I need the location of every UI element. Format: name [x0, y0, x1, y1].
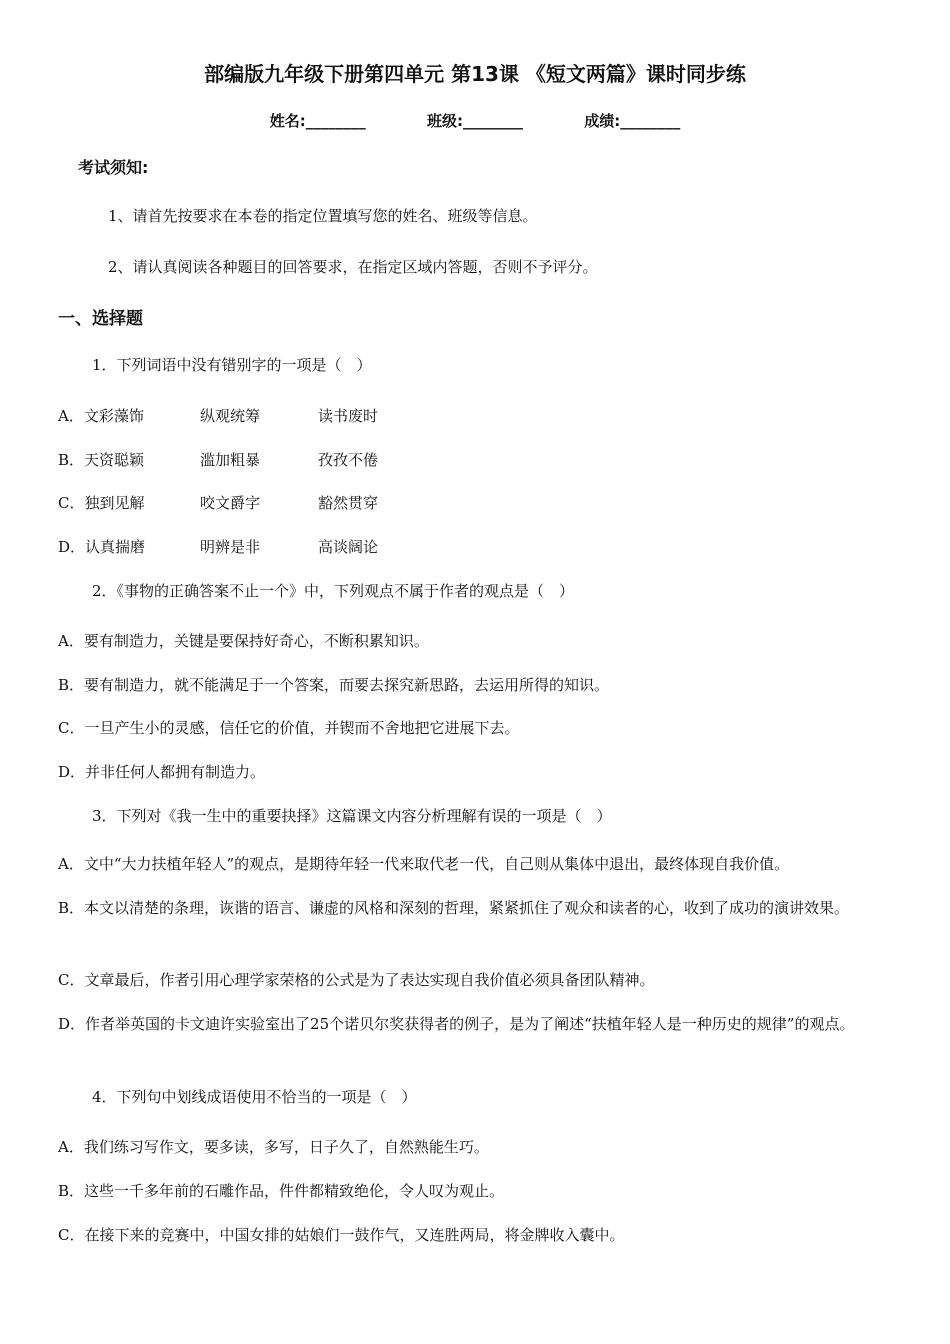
option-term: 咬文爵字: [200, 494, 261, 512]
option-term: 豁然贯穿: [318, 494, 379, 512]
question-2-stem: 2．《事物的正确答案不止一个》中，下列观点不属于作者的观点是（ ）: [92, 582, 575, 600]
option-term: 纵观统筹: [200, 407, 261, 425]
notice-item-1: 1、请首先按要求在本卷的指定位置填写您的姓名、班级等信息。: [108, 207, 538, 225]
score-field[interactable]: 成绩:________: [584, 112, 681, 130]
option-term: 滥加粗暴: [200, 451, 261, 469]
section-heading-choice: 一、选择题: [58, 309, 143, 329]
option-term: D．认真揣磨: [58, 538, 146, 556]
question-1-stem: 1．下列词语中没有错别字的一项是（ ）: [92, 356, 372, 374]
question-2-option-c[interactable]: C．一旦产生小的灵感，信任它的价值，并锲而不舍地把它进展下去。: [58, 719, 520, 737]
option-term: 明辨是非: [200, 538, 261, 556]
question-4-stem: 4．下列句中划线成语使用不恰当的一项是（ ）: [92, 1088, 417, 1106]
question-4-option-b[interactable]: B．这些一千多年前的石雕作品，件件都精致绝伦，令人叹为观止。: [58, 1182, 505, 1200]
question-4-option-c[interactable]: C．在接下来的竞赛中，中国女排的姑娘们一鼓作气，又连胜两局，将金牌收入囊中。: [58, 1226, 625, 1244]
option-term: B．天资聪颖: [58, 451, 145, 469]
question-4-option-a[interactable]: A．我们练习写作文，要多读，多写，日子久了，自然熟能生巧。: [58, 1138, 489, 1156]
name-field[interactable]: 姓名:________: [269, 112, 366, 130]
question-3-option-d[interactable]: D．作者举英国的卡文迪许实验室出了25个诺贝尔奖获得者的例子，是为了阐述“扶植年轻人是一种历史的规律”的观点。: [58, 1015, 855, 1033]
student-info-line: [0, 110, 950, 131]
question-2-option-a[interactable]: A．要有制造力，关键是要保持好奇心，不断积累知识。: [58, 632, 429, 650]
question-3-stem: 3．下列对《我一生中的重要抉择》这篇课文内容分析理解有误的一项是（ ）: [92, 807, 612, 825]
question-2-option-d[interactable]: D．并非任何人都拥有制造力。: [58, 763, 266, 781]
question-2-option-b[interactable]: B．要有制造力，就不能满足于一个答案，而要去探究新思路，去运用所得的知识。: [58, 676, 610, 694]
option-term: 高谈阔论: [318, 538, 379, 556]
option-term: A．文彩藻饰: [58, 407, 144, 425]
notice-item-2: 2、请认真阅读各种题目的回答要求，在指定区域内答题，否则不予评分。: [108, 258, 598, 276]
notice-heading: 考试须知:: [78, 158, 149, 177]
class-field[interactable]: 班级:________: [427, 112, 523, 130]
question-3-option-a[interactable]: A．文中“大力扶植年轻人”的观点，是期待年轻一代来取代老一代，自己则从集体中退出，最终体现自我价值。: [58, 855, 790, 873]
document-title: 部编版九年级下册第四单元 第13课 《短文两篇》课时同步练: [204, 62, 746, 86]
option-term: 读书废时: [318, 407, 379, 425]
question-3-option-c[interactable]: C．文章最后，作者引用心理学家荣格的公式是为了表达实现自我价值必须具备团队精神。: [58, 971, 655, 989]
option-term: C．独到见解: [58, 494, 145, 512]
question-3-option-b[interactable]: B．本文以清楚的条理，诙谐的语言、谦虚的风格和深刻的哲理，紧紧抓住了观众和读者的心，收到了成功的演讲效果。: [58, 899, 850, 917]
option-term: 孜孜不倦: [318, 451, 379, 469]
